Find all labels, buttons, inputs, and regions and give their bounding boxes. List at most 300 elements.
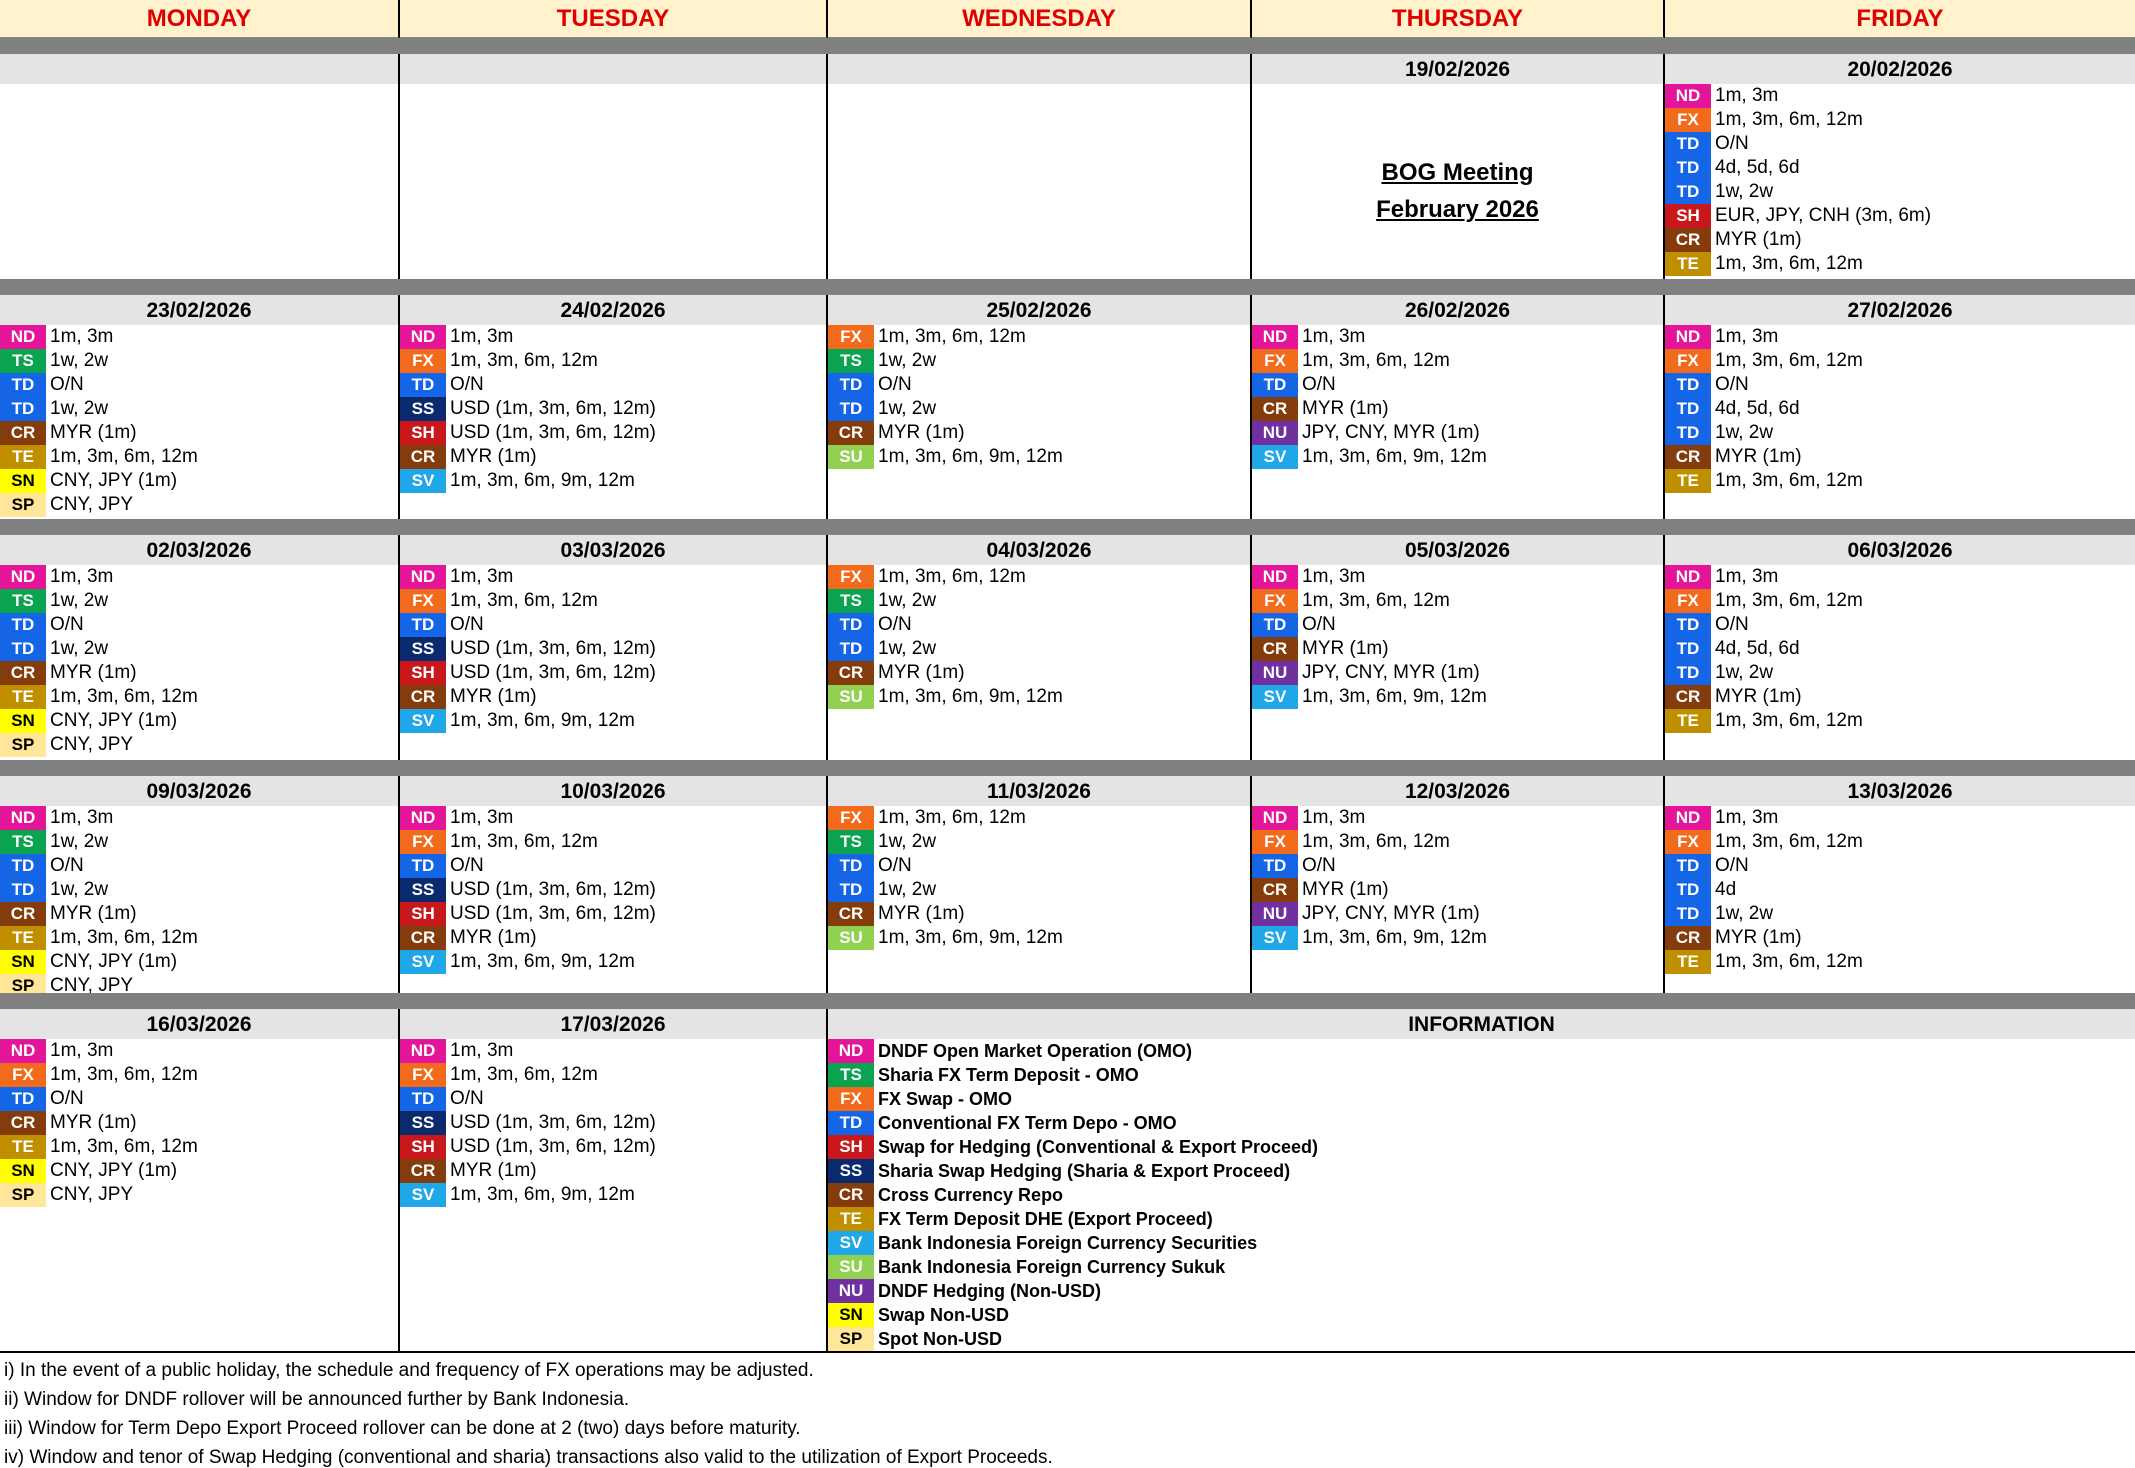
operation-code-badge: TD [1665,180,1711,204]
operation-code-badge: FX [1252,589,1298,613]
schedule-entry [1665,156,2135,180]
operation-code-badge: SV [828,1231,874,1255]
tenor-text: 1m, 3m, 6m, 12m [1715,350,1863,371]
schedule-entry [1665,830,2135,854]
operation-code-badge: TD [1665,397,1711,421]
operation-code-badge: ND [1665,806,1711,830]
legend-item [828,1207,2135,1231]
tenor-text: 1m, 3m, 6m, 12m [1715,951,1863,972]
week-separator-band [0,279,2135,295]
day-cell [0,54,400,279]
operation-code-badge: SV [400,709,446,733]
tenor-text: O/N [878,614,912,635]
tenor-text: 1w, 2w [1715,903,1774,924]
schedule-entry [828,397,1250,421]
schedule-entry [0,661,398,685]
tenor-text: 1w, 2w [50,590,109,611]
operation-code-badge: TE [1665,469,1711,493]
day-cell [400,295,828,519]
legend-description: DNDF Hedging (Non-USD) [878,1281,1101,1301]
day-entries [1252,325,1663,469]
tenor-text: O/N [1715,855,1749,876]
schedule-entry [0,613,398,637]
operation-code-badge: ND [1252,565,1298,589]
tenor-text: 1m, 3m [50,566,114,587]
tenor-text: MYR (1m) [50,422,137,443]
operation-code-badge: ND [400,1039,446,1063]
operation-code-badge: CR [1252,878,1298,902]
operation-code-badge: ND [1252,325,1298,349]
schedule-entry [1665,685,2135,709]
schedule-entry [0,854,398,878]
operation-code-badge: TD [828,613,874,637]
footnote-line: iii) Window for Term Depo Export Proceed rollover can be done at 2 (two) days before maturity. [4,1418,801,1439]
operation-code-badge: TD [828,1111,874,1135]
operation-code-badge: ND [1665,565,1711,589]
schedule-entry [1665,637,2135,661]
schedule-entry [1665,878,2135,902]
tenor-text: CNY, JPY (1m) [50,710,178,731]
operation-code-badge: CR [400,685,446,709]
schedule-entry [828,854,1250,878]
tenor-text: 1m, 3m, 6m, 12m [1302,350,1450,371]
tenor-text: 1w, 2w [878,350,937,371]
operation-code-badge: ND [1252,806,1298,830]
tenor-text: 1m, 3m [50,807,114,828]
schedule-entry [1665,854,2135,878]
operation-code-badge: SH [828,1135,874,1159]
operation-code-badge: CR [828,661,874,685]
information-legend-panel [828,1009,2135,1353]
operation-code-badge: TD [828,637,874,661]
tenor-text: JPY, CNY, MYR (1m) [1302,903,1480,924]
schedule-entry [0,397,398,421]
tenor-text: 1m, 3m, 6m, 12m [50,1136,198,1157]
operation-code-badge: CR [1252,637,1298,661]
week-separator-band [0,760,2135,776]
operation-code-badge: TD [1252,854,1298,878]
tenor-text: 1m, 3m, 6m, 9m, 12m [450,470,635,491]
schedule-entry [1665,445,2135,469]
operation-code-badge: TE [1665,252,1711,276]
operation-code-badge: TD [1665,421,1711,445]
operation-code-badge: SV [400,469,446,493]
schedule-entry [1665,613,2135,637]
schedule-entry [0,565,398,589]
tenor-text: 1m, 3m [450,1040,514,1061]
tenor-text: O/N [450,1088,484,1109]
day-date: 25/02/2026 [828,295,1250,325]
legend-description: Swap Non-USD [878,1305,1010,1325]
schedule-entry [0,1135,398,1159]
operation-code-badge: CR [400,445,446,469]
day-cell [1252,54,1665,279]
tenor-text: CNY, JPY (1m) [50,1160,178,1181]
day-entries [0,325,398,517]
tenor-text: CNY, JPY (1m) [50,951,178,972]
tenor-text: 1w, 2w [50,638,109,659]
day-cell [0,295,400,519]
day-date: 20/02/2026 [1665,54,2135,84]
schedule-entry [828,637,1250,661]
operation-code-badge: TD [828,373,874,397]
day-date: 05/03/2026 [1252,535,1663,565]
schedule-entry [400,685,826,709]
schedule-entry [1665,84,2135,108]
tenor-text: CNY, JPY [50,1184,134,1205]
schedule-entry [400,589,826,613]
schedule-entry [400,926,826,950]
tenor-text: 1w, 2w [1715,181,1774,202]
operation-code-badge: FX [828,806,874,830]
schedule-entry [1252,926,1663,950]
operation-code-badge: ND [828,1039,874,1063]
day-cell [400,54,828,279]
tenor-text: 1m, 3m, 6m, 12m [450,1064,598,1085]
operation-code-badge: CR [0,1111,46,1135]
schedule-entry [400,661,826,685]
tenor-text: O/N [450,614,484,635]
operation-code-badge: NU [828,1279,874,1303]
operation-code-badge: ND [400,565,446,589]
operation-code-badge: SV [400,1183,446,1207]
schedule-entry [1252,349,1663,373]
tenor-text: O/N [450,374,484,395]
schedule-entry [1665,180,2135,204]
schedule-entry [828,830,1250,854]
schedule-entry [1665,108,2135,132]
schedule-entry [828,661,1250,685]
operation-code-badge: CR [1252,397,1298,421]
operation-code-badge: TE [0,445,46,469]
tenor-text: MYR (1m) [1302,879,1389,900]
schedule-entry [400,613,826,637]
tenor-text: 1w, 2w [878,879,937,900]
operation-code-badge: TD [828,854,874,878]
operation-code-badge: ND [0,565,46,589]
operation-code-badge: SH [400,1135,446,1159]
tenor-text: USD (1m, 3m, 6m, 12m) [450,638,656,659]
schedule-entry [0,637,398,661]
tenor-text: 1m, 3m, 6m, 12m [1302,590,1450,611]
operation-code-badge: TE [1665,709,1711,733]
day-entries [1665,84,2135,276]
schedule-entry [0,878,398,902]
tenor-text: 4d, 5d, 6d [1715,398,1800,419]
operation-code-badge: FX [828,1087,874,1111]
operation-code-badge: TD [1665,854,1711,878]
legend-item [828,1327,2135,1351]
day-entries [1252,806,1663,950]
schedule-entry [828,902,1250,926]
tenor-text: 1m, 3m [450,326,514,347]
day-date: 17/03/2026 [400,1009,826,1039]
tenor-text: 1m, 3m [1302,566,1366,587]
operation-code-badge: SS [400,878,446,902]
schedule-entry [828,806,1250,830]
operation-code-badge: CR [1665,926,1711,950]
schedule-entry [0,493,398,517]
day-cell [1665,54,2135,279]
day-cell [0,776,400,993]
operation-code-badge: FX [0,1063,46,1087]
schedule-entry [400,421,826,445]
operation-code-badge: TE [0,1135,46,1159]
day-entries [828,565,1250,709]
tenor-text: O/N [1715,374,1749,395]
tenor-text: MYR (1m) [1715,229,1802,250]
legend-item [828,1159,2135,1183]
tenor-text: 1m, 3m, 6m, 12m [450,590,598,611]
day-cell [1252,295,1665,519]
operation-code-badge: CR [828,1183,874,1207]
tenor-text: JPY, CNY, MYR (1m) [1302,422,1480,443]
operation-code-badge: TD [828,397,874,421]
schedule-entry [400,1063,826,1087]
tenor-text: MYR (1m) [450,446,537,467]
operation-code-badge: TS [828,1063,874,1087]
tenor-text: MYR (1m) [450,686,537,707]
day-entries [1665,806,2135,974]
tenor-text: CNY, JPY (1m) [50,470,178,491]
day-cell [1665,295,2135,519]
schedule-entry [1665,421,2135,445]
weekday-header-monday: MONDAY [0,0,400,38]
week-separator-band [0,519,2135,535]
schedule-entry [0,325,398,349]
day-cell [1665,535,2135,760]
day-entries [400,806,826,974]
schedule-entry [828,926,1250,950]
operation-code-badge: TD [1665,902,1711,926]
tenor-text: JPY, CNY, MYR (1m) [1302,662,1480,683]
schedule-entry [1665,228,2135,252]
day-date: 09/03/2026 [0,776,398,806]
weekday-header-tuesday: TUESDAY [400,0,828,38]
schedule-entry [1665,349,2135,373]
schedule-entry [400,373,826,397]
operation-code-badge: SN [0,1159,46,1183]
tenor-text: 1m, 3m [450,566,514,587]
operation-code-badge: FX [1665,589,1711,613]
legend-item [828,1183,2135,1207]
schedule-entry [400,1087,826,1111]
day-cell [400,1009,828,1353]
tenor-text: 1m, 3m, 6m, 12m [878,566,1026,587]
schedule-entry [828,613,1250,637]
operation-code-badge: TD [1252,373,1298,397]
weekday-header-wednesday: WEDNESDAY [828,0,1252,38]
tenor-text: O/N [878,374,912,395]
tenor-text: 4d, 5d, 6d [1715,157,1800,178]
operation-code-badge: TS [0,589,46,613]
schedule-entry [0,1087,398,1111]
operation-code-badge: CR [1665,228,1711,252]
operation-code-badge: TD [400,1087,446,1111]
legend-item [828,1135,2135,1159]
week-separator-band [0,993,2135,1009]
information-title: INFORMATION [828,1009,2135,1039]
tenor-text: 1m, 3m, 6m, 12m [878,326,1026,347]
operation-code-badge: TD [1665,613,1711,637]
schedule-entry [1665,325,2135,349]
legend-item [828,1111,2135,1135]
operation-code-badge: TE [0,685,46,709]
schedule-entry [828,685,1250,709]
day-cell [828,535,1252,760]
day-date [828,54,1250,84]
tenor-text: MYR (1m) [1715,927,1802,948]
legend-description: FX Term Deposit DHE (Export Proceed) [878,1209,1213,1229]
tenor-text: 1w, 2w [50,398,109,419]
operation-code-badge: CR [1665,685,1711,709]
tenor-text: 1m, 3m, 6m, 12m [1715,831,1863,852]
operation-code-badge: SV [1252,445,1298,469]
operation-code-badge: FX [828,325,874,349]
legend-item [828,1039,2135,1063]
tenor-text: MYR (1m) [1302,398,1389,419]
operation-code-badge: TD [1665,132,1711,156]
operation-code-badge: TD [1252,613,1298,637]
tenor-text: O/N [50,374,84,395]
operation-code-badge: SN [828,1303,874,1327]
schedule-entry [400,565,826,589]
tenor-text: MYR (1m) [1715,446,1802,467]
schedule-entry [1252,397,1663,421]
schedule-entry [1665,397,2135,421]
tenor-text: 1m, 3m, 6m, 12m [50,686,198,707]
schedule-entry [1252,325,1663,349]
schedule-entry [828,878,1250,902]
schedule-entry [400,397,826,421]
operation-code-badge: SS [828,1159,874,1183]
operation-code-badge: SV [1252,685,1298,709]
operation-code-badge: TS [828,589,874,613]
operation-code-badge: SP [0,493,46,517]
operation-code-badge: TD [0,637,46,661]
operation-code-badge: TS [828,349,874,373]
tenor-text: O/N [50,614,84,635]
schedule-entry [400,445,826,469]
schedule-entry [1665,806,2135,830]
legend-item [828,1255,2135,1279]
day-date: 13/03/2026 [1665,776,2135,806]
legend-item [828,1303,2135,1327]
tenor-text: 1w, 2w [1715,422,1774,443]
schedule-entry [400,830,826,854]
schedule-entry [1252,589,1663,613]
tenor-text: 1w, 2w [50,831,109,852]
legend-description: Sharia FX Term Deposit - OMO [878,1065,1139,1085]
information-legend-list [828,1039,2135,1351]
weekday-header-thursday: THURSDAY [1252,0,1665,38]
tenor-text: 1w, 2w [878,831,937,852]
day-date: 02/03/2026 [0,535,398,565]
schedule-entry [400,806,826,830]
legend-description: Sharia Swap Hedging (Sharia & Export Proceed) [878,1161,1291,1181]
operation-code-badge: ND [1665,84,1711,108]
tenor-text: O/N [1715,614,1749,635]
schedule-entry [828,325,1250,349]
day-date: 04/03/2026 [828,535,1250,565]
operation-code-badge: SS [400,637,446,661]
operation-code-badge: TD [0,373,46,397]
schedule-entry [1252,830,1663,854]
schedule-entry [1252,637,1663,661]
legend-description: Cross Currency Repo [878,1185,1064,1205]
legend-description: Spot Non-USD [878,1329,1002,1349]
tenor-text: 1m, 3m, 6m, 12m [50,446,198,467]
schedule-entry [828,445,1250,469]
schedule-entry [0,373,398,397]
schedule-entry [400,1039,826,1063]
footnote-line: iv) Window and tenor of Swap Hedging (conventional and sharia) transactions also valid to the utilization of Export Proceeds. [4,1447,1053,1468]
schedule-entry [400,854,826,878]
tenor-text: 1w, 2w [878,398,937,419]
operation-code-badge: TD [0,854,46,878]
schedule-entry [0,950,398,974]
tenor-text: 1w, 2w [1715,662,1774,683]
operation-code-badge: ND [400,325,446,349]
tenor-text: O/N [50,855,84,876]
schedule-entry [0,1159,398,1183]
schedule-entry [400,902,826,926]
operation-code-badge: FX [1252,830,1298,854]
tenor-text: 1m, 3m, 6m, 12m [878,807,1026,828]
schedule-entry [0,709,398,733]
tenor-text: USD (1m, 3m, 6m, 12m) [450,1136,656,1157]
tenor-text: 1m, 3m, 6m, 12m [1715,710,1863,731]
day-date: 27/02/2026 [1665,295,2135,325]
weekday-header-row [0,0,2135,38]
tenor-text: USD (1m, 3m, 6m, 12m) [450,903,656,924]
operation-code-badge: SU [828,445,874,469]
operation-code-badge: TD [1665,373,1711,397]
day-date: 24/02/2026 [400,295,826,325]
schedule-entry [1252,854,1663,878]
day-date: 23/02/2026 [0,295,398,325]
schedule-entry [400,1159,826,1183]
tenor-text: USD (1m, 3m, 6m, 12m) [450,398,656,419]
operation-code-badge: TD [0,878,46,902]
schedule-entry [0,589,398,613]
operation-code-badge: SN [0,469,46,493]
day-cell [1252,535,1665,760]
tenor-text: 1m, 3m, 6m, 9m, 12m [878,686,1063,707]
schedule-entry [400,1111,826,1135]
day-entries [0,806,398,993]
schedule-entry [1252,445,1663,469]
schedule-entry [0,685,398,709]
day-date: 10/03/2026 [400,776,826,806]
tenor-text: CNY, JPY [50,975,134,993]
operation-code-badge: CR [828,902,874,926]
schedule-entry [1252,902,1663,926]
operation-code-badge: CR [0,421,46,445]
schedule-entry [0,733,398,757]
tenor-text: MYR (1m) [50,662,137,683]
tenor-text: 1m, 3m [1715,566,1779,587]
tenor-text: O/N [50,1088,84,1109]
tenor-text: EUR, JPY, CNH (3m, 6m) [1715,205,1932,226]
schedule-entry [1665,950,2135,974]
operation-code-badge: TD [0,613,46,637]
tenor-text: 1m, 3m, 6m, 12m [1715,109,1863,130]
day-date [0,54,398,84]
schedule-entry [1252,565,1663,589]
operation-code-badge: FX [400,589,446,613]
tenor-text: 1m, 3m, 6m, 9m, 12m [450,1184,635,1205]
